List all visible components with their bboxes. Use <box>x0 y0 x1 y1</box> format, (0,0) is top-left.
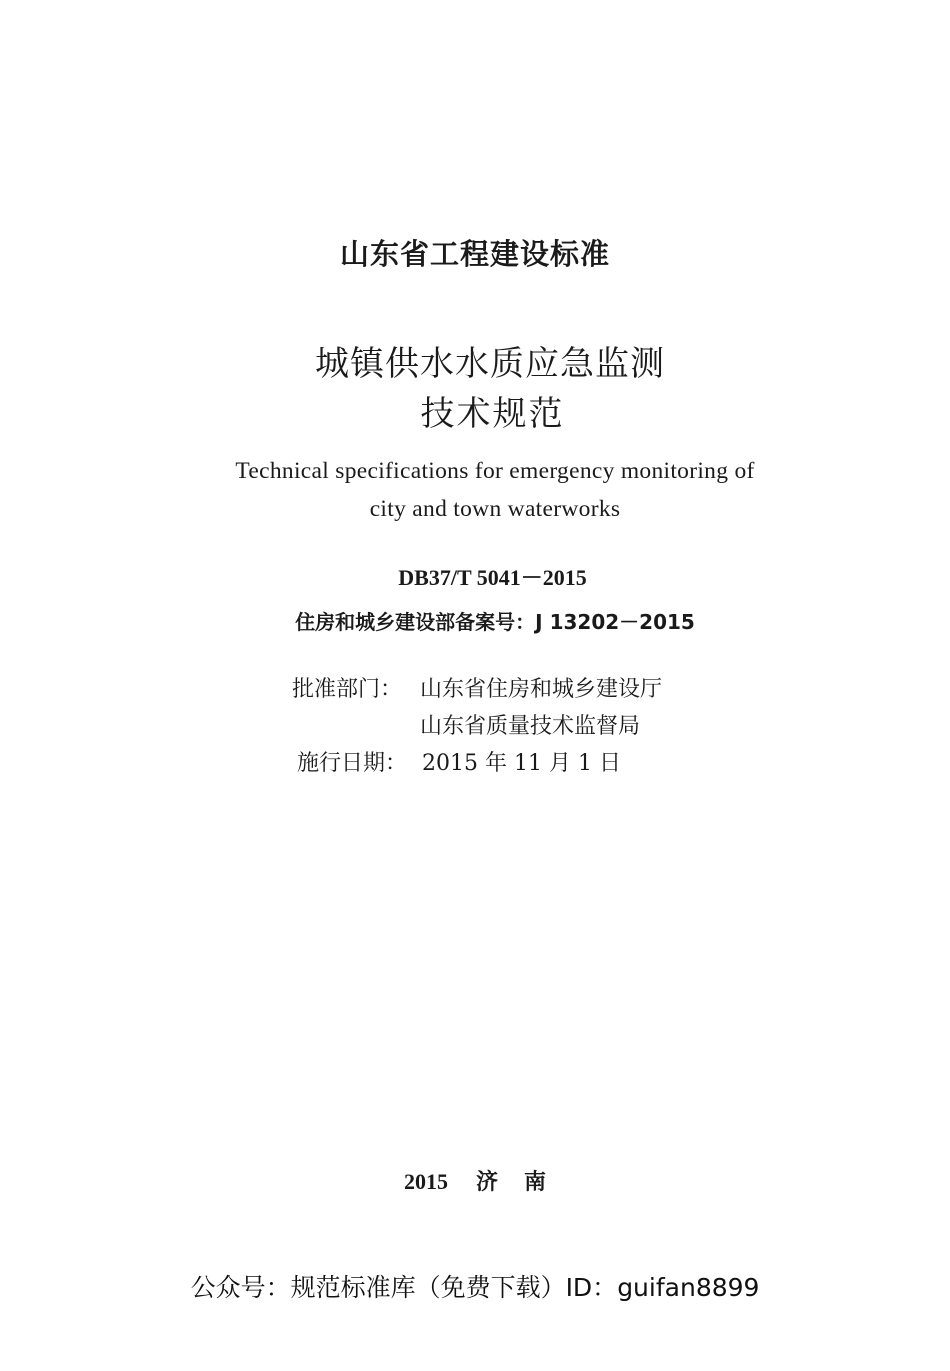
publication-year: 2015 <box>403 1169 448 1194</box>
standard-number: DB37/T 5041－2015 <box>398 565 587 590</box>
effective-date: 2015 年 11 月 1 日 <box>422 751 621 776</box>
approval-department-2: 山东省质量技术监督局 <box>420 714 641 739</box>
standard-series-heading: 山东省工程建设标准 <box>339 237 610 271</box>
document-title-cn-line1: 城镇供水水质应急监测 <box>315 344 665 384</box>
effective-date-label: 施行日期： <box>297 751 408 776</box>
publication-place: 济南 <box>475 1169 572 1194</box>
publication-line <box>0 1165 950 1196</box>
approval-label: 批准部门： <box>292 677 403 702</box>
document-title-en-line1: Technical specifications for emergency monitoring of <box>235 458 755 484</box>
document-title-en-line2: city and town waterworks <box>369 496 621 522</box>
record-number: 住房和城乡建设部备案号：J 13202－2015 <box>295 610 695 634</box>
document-title-cn-line2: 技术规范 <box>420 394 565 434</box>
footer-watermark-note: 公众号：规范标准库（免费下载）ID：guifan8899 <box>190 1273 760 1302</box>
approval-department-1: 山东省住房和城乡建设厅 <box>420 677 663 702</box>
